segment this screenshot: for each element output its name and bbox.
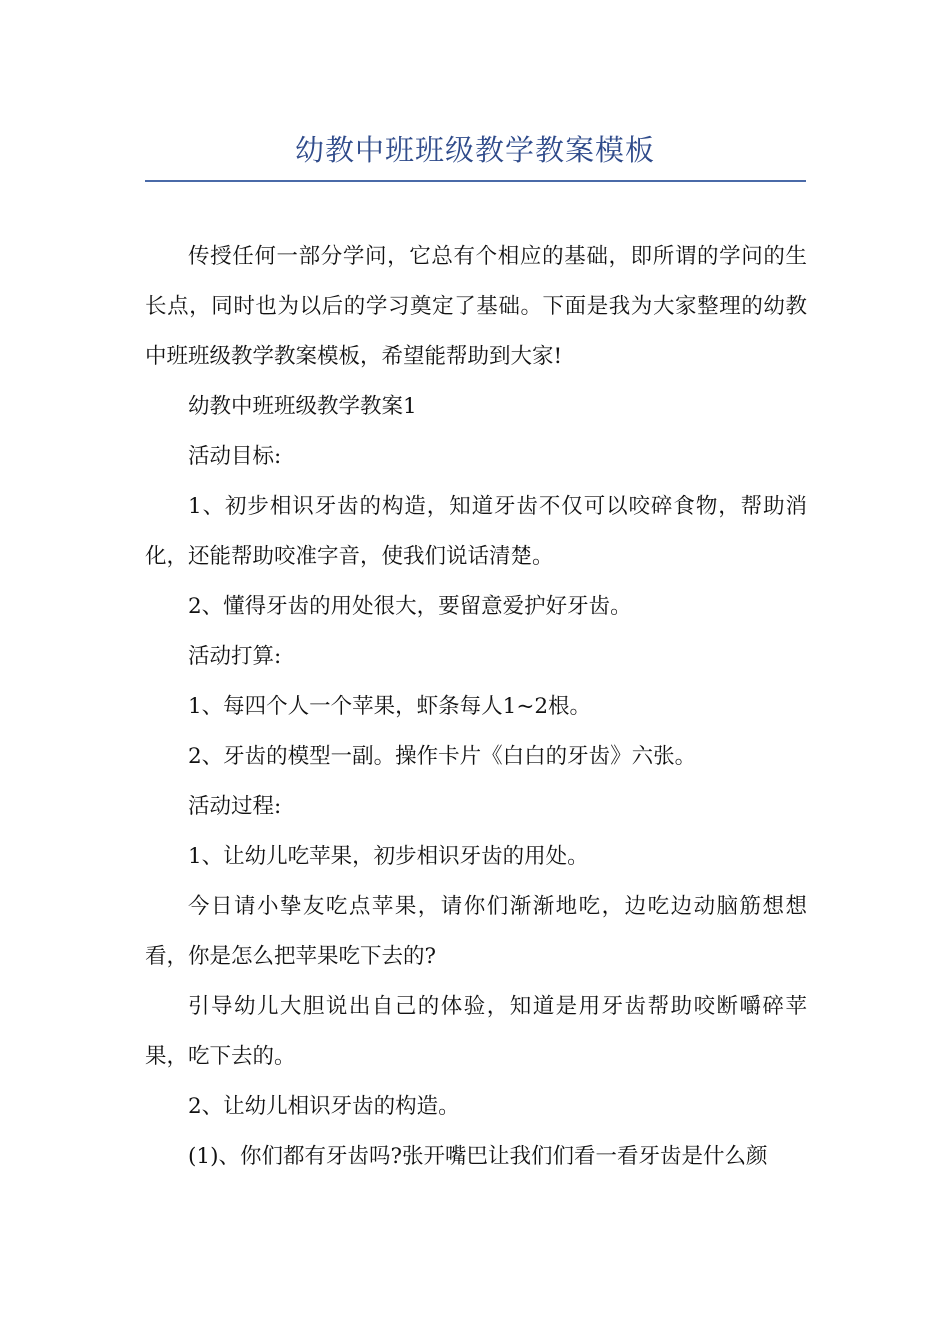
- paragraph: 引导幼儿大胆说出自己的体验，知道是用牙齿帮助咬断嚼碎苹果，吃下去的。: [145, 994, 807, 1069]
- paragraph: 2、懂得牙齿的用处很大，要留意爱护好牙齿。: [188, 594, 632, 619]
- paragraph: 1、让幼儿吃苹果，初步相识牙齿的用处。: [188, 844, 589, 869]
- document-body: [145, 232, 807, 1182]
- paragraph: 今日请小挚友吃点苹果，请你们渐渐地吃，边吃边动脑筋想想看，你是怎么把苹果吃下去的?: [145, 894, 807, 969]
- document-title: 幼教中班班级教学教案模板: [294, 133, 655, 167]
- title-divider: [145, 180, 806, 182]
- paragraph: 活动过程:: [188, 794, 282, 819]
- paragraph: (1)、你们都有牙齿吗?张开嘴巴让我们们看一看牙齿是什么颜: [188, 1144, 768, 1169]
- paragraph: 幼教中班班级教学教案1: [188, 394, 417, 419]
- paragraph: 2、牙齿的模型一副。操作卡片《白白的牙齿》六张。: [188, 744, 697, 769]
- paragraph: 1、初步相识牙齿的构造，知道牙齿不仅可以咬碎食物，帮助消化，还能帮助咬准字音，使我们说话清楚。: [145, 494, 807, 569]
- paragraph: 活动打算:: [188, 644, 282, 669]
- paragraph: 1、每四个人一个苹果，虾条每人1~2根。: [188, 694, 592, 719]
- paragraph: 传授任何一部分学问，它总有个相应的基础，即所谓的学问的生长点，同时也为以后的学习奠定了基础。下面是我为大家整理的幼教中班班级教学教案模板，希望能帮助到大家!: [145, 244, 807, 369]
- paragraph: 2、让幼儿相识牙齿的构造。: [188, 1094, 460, 1119]
- paragraph: 活动目标:: [188, 444, 282, 469]
